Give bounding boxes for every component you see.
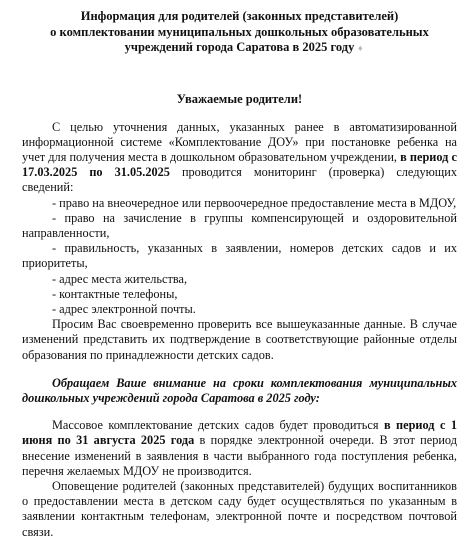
intro-text-a: С целью уточнения данных, указанных ранее в автоматизированной информационной системе «Комплектование ДОУ» при постановке ребенка на учет для получения места в дошкольном образовательном учреждении, — [22, 119, 457, 164]
list-item: - адрес места жительства, — [52, 271, 188, 286]
title-line-2: о комплектовании муниципальных дошкольных образовательных — [50, 24, 429, 39]
greeting-heading: Уважаемые родители! — [176, 91, 303, 106]
mass-text-b: в порядке электронной очереди. В этот период внесение изменений в заявления в части выбранного года поступления ребенка, перечня желаемых МДОУ не производится. — [22, 433, 457, 478]
notice-heading: Обращаем Ваше внимание на сроки комплектования муниципальных дошкольных учреждений города Саратова в 2025 году: — [22, 375, 457, 405]
list-item: - право на зачисление в группы компенсирующей и оздоровительной направленности, — [22, 210, 457, 240]
title-line-3: учреждений города Саратова в 2025 году — [124, 40, 355, 54]
intro-text-b: проводится мониторинг (проверка) следующих сведений: — [22, 165, 457, 195]
title-line-1: Информация для родителей (законных представителей) — [80, 9, 399, 23]
mass-period-bold: в период с 1 июня по 31 августа 2025 года — [22, 418, 458, 448]
list-item: - право на внеочередное или первоочередное предоставление места в МДОУ, — [52, 195, 457, 210]
mass-paragraph — [22, 418, 457, 479]
scan-mark-icon: ♦ — [358, 43, 363, 53]
intro-paragraph — [22, 120, 457, 196]
list-item: - правильность, указанных в заявлении, номеров детских садов и их приоритеты, — [22, 241, 457, 271]
list-item: - контактные телефоны, — [52, 286, 178, 301]
alert-paragraph: Оповещение родителей (законных представителей) будущих воспитанников о предоставлении места в детском саду будет осуществляться по указанным в заявлении контактным телефонам, электронной почте и посредством почтовой связи. — [22, 478, 457, 539]
intro-period-bold: в период с 17.03.2025 по 31.05.2025 — [22, 149, 457, 180]
document-title — [22, 9, 457, 56]
request-paragraph: Просим Вас своевременно проверить все вышеуказанные данные. В случае изменений представить их подтверждение в соответствующие районные отделы образования по принадлежности детских садов. — [22, 317, 457, 362]
list-item: - адрес электронной почты. — [52, 301, 196, 316]
mass-text-a: Массовое комплектование детских садов будет проводиться — [52, 418, 384, 433]
